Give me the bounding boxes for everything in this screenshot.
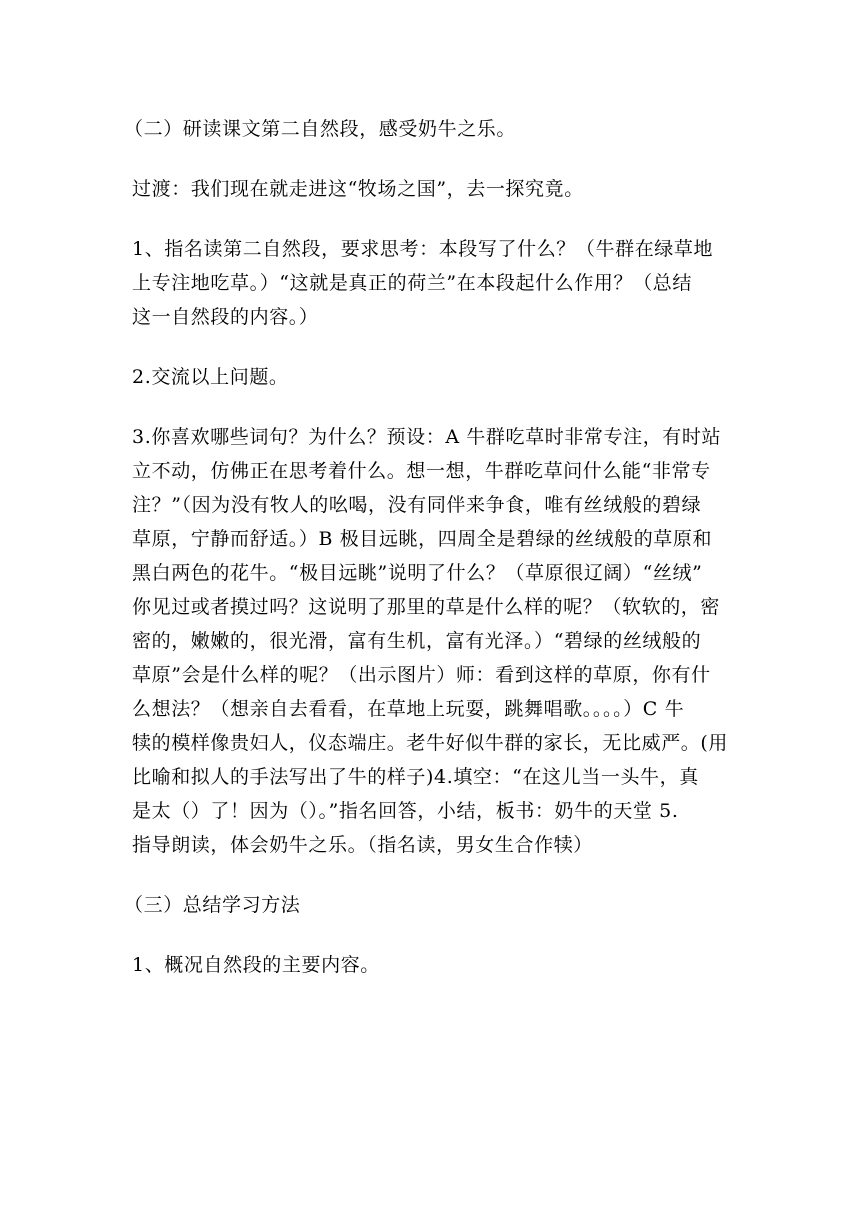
text-line: 过渡：我们现在就走进这“牧场之国”，去一探究竟。 [132, 178, 584, 200]
text-line: 指导朗读，体会奶牛之乐。（指名读，男女生合作犊） [132, 834, 593, 856]
text-line: 这一自然段的内容。） [132, 306, 319, 328]
text-line: 1、指名读第二自然段，要求思考：本段写了什么？（牛群在绿草地 [132, 238, 714, 260]
paragraph-step-3 [132, 420, 760, 862]
text-line: 是太（）了！因为（）。”指名回答，小结，板书：奶牛的天堂 5. [132, 800, 679, 822]
text-line: （三）总结学习方法 [124, 894, 301, 916]
paragraph-transition [132, 172, 760, 206]
document-body [124, 112, 760, 982]
text-line: 立不动，仿佛正在思考着什么。想一想，牛群吃草问什么能“非常专 [132, 460, 711, 482]
text-line: 2.交流以上问题。 [132, 366, 289, 388]
text-line: 黑白两色的花牛。“极目远眺”说明了什么？（草原很辽阔）“丝绒” [132, 562, 703, 584]
paragraph-step-2 [132, 360, 760, 394]
text-line: （二）研读课文第二自然段，感受奶牛之乐。 [124, 118, 517, 140]
text-line: 1、概况自然段的主要内容。 [132, 954, 380, 976]
text-line: 3.你喜欢哪些词句？为什么？预设：A 牛群吃草时非常专注，有时站 [132, 426, 722, 448]
text-line: 比喻和拟人的手法写出了牛的样子)4.填空：“在这儿当一头牛，真 [132, 766, 699, 788]
paragraph-step-1 [132, 232, 760, 334]
text-line: 你见过或者摸过吗？这说明了那里的草是什么样的呢？（软软的，密 [132, 596, 721, 618]
paragraph-section-2-title [124, 112, 760, 146]
paragraph-section-3-title [124, 888, 760, 922]
text-line: 么想法？（想亲自去看看，在草地上玩耍，跳舞唱歌。。。。）C 牛 [132, 698, 685, 720]
text-line: 密的，嫩嫩的，很光滑，富有生机，富有光泽。）“碧绿的丝绒般的 [132, 630, 702, 652]
text-line: 草原”会是什么样的呢？（出示图片）师：看到这样的草原，你有什 [132, 664, 711, 686]
paragraph-summary-1 [132, 948, 760, 982]
text-line: 注？”（因为没有牧人的吆喝，没有同伴来争食，唯有丝绒般的碧绿 [132, 494, 702, 516]
text-line: 上专注地吃草。）“这就是真正的荷兰”在本段起什么作用？（总结 [132, 272, 692, 294]
text-line: 草原，宁静而舒适。）B 极目远眺，四周全是碧绿的丝绒般的草原和 [132, 528, 713, 550]
text-line: 犊的模样像贵妇人，仪态端庄。老牛好似牛群的家长，无比威严。(用 [132, 732, 729, 754]
